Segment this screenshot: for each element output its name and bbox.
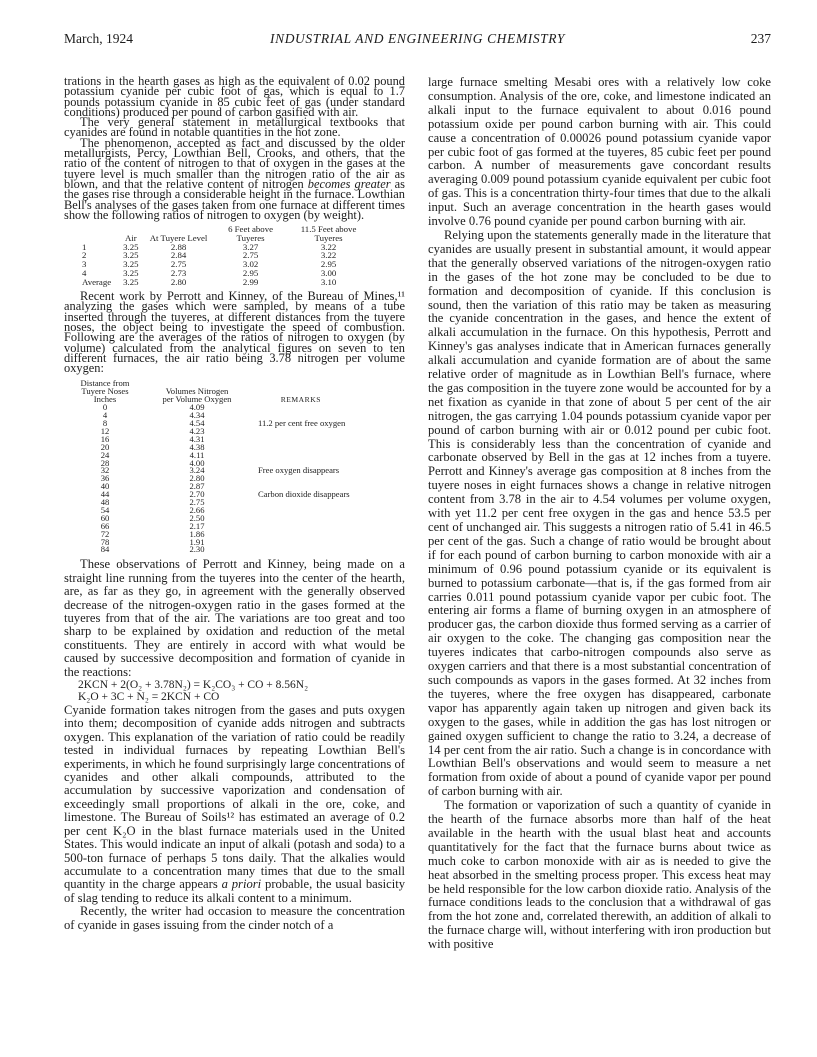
table-row [68, 523, 350, 531]
issue-date: March, 1924 [64, 31, 133, 46]
table-cell: 1.91 [189, 536, 205, 547]
table-cell: 4 [82, 267, 87, 278]
table-header: At Tuyere Level [149, 232, 208, 243]
table-header: 6 Feet above Tuyeres [228, 224, 274, 243]
table-cell: 3.25 [123, 267, 139, 278]
table-cell: 2.80 [189, 473, 205, 484]
table-cell [252, 452, 350, 460]
table-cell [252, 531, 350, 539]
table-row [68, 475, 350, 483]
table-cell: 2.75 [170, 258, 187, 269]
page-number: 237 [750, 31, 771, 46]
table-cell [252, 507, 350, 515]
table-cell [252, 523, 350, 531]
distance-ratio-table [68, 380, 350, 554]
equation: 2KCN + 2(O₂ + 3.78N₂) = K₂CO₃ + CO + 8.56N₂ [78, 679, 309, 692]
paragraph: large furnace smelting Mesabi ores with a relatively low coke consumption. Analysis of the ore, coke, and limestone indicated an alkali input to the furnace equivalent to about 0.016 pound potassium oxide per pound carbon burning with air. This could cause a concentration of 0.00026 pound potassium cyanide vapor per cubic foot of gas formed at the tuyeres, 85 cubic feet per pound carbon. A number of measurements gave concordant results averaging 0.009 pound potassium cyanide equivalent per cubic foot of gas. This is a concentration thirty-four times that due to the alkali input. Such an average concentration in the hearth gases would involve 0.76 pound cyanide per pound carbon burning with air. [428, 75, 771, 229]
table-cell: 11.2 per cent free oxygen [258, 417, 346, 428]
table-cell: 3.25 [123, 250, 139, 261]
right-column [428, 76, 771, 952]
paragraph: trations in the hearth gases as high as the equivalent of 0.02 pound potassium cyanide per cubic foot of gas, which is equal to 1.7 pounds potassium cyanide in 85 cubic feet of gas (under standard conditions) produced per pound of carbon gasified with air. [64, 74, 405, 119]
table-cell: 40 [100, 481, 110, 492]
table-cell [252, 404, 350, 412]
table-cell: 28 [100, 457, 110, 468]
table-header-row [68, 380, 350, 404]
table-cell: 3.22 [320, 241, 337, 252]
table-header: Air [124, 232, 137, 243]
table-row [78, 269, 369, 278]
table-row [68, 404, 350, 412]
table-cell: 4 [102, 410, 108, 421]
table-row [68, 539, 350, 547]
table-cell: 48 [100, 497, 110, 508]
table-row [68, 444, 350, 452]
table-cell [252, 444, 350, 452]
table-cell: 0 [102, 402, 108, 413]
table-cell: 84 [100, 544, 110, 555]
table-header-distance: Distance from Tuyere Noses Inches [80, 378, 130, 405]
table-cell [252, 546, 350, 554]
table-cell: 2.88 [170, 241, 187, 252]
table-cell: 78 [100, 536, 110, 547]
table-cell [252, 436, 350, 444]
table-row [68, 531, 350, 539]
table-cell: 2.87 [189, 481, 205, 492]
table-cell: 3.24 [189, 465, 205, 476]
table-cell [252, 428, 350, 436]
table-row [68, 436, 350, 444]
table-cell: 4.34 [189, 410, 205, 421]
table-row [68, 467, 350, 475]
table-cell: 2.84 [170, 250, 187, 261]
table-cell: 2.75 [242, 250, 259, 261]
table-cell: 2.30 [189, 544, 205, 555]
paragraph: These observations of Perrott and Kinney, being made on a straight line running from the tuyeres into the center of the hearth, are, as far as they go, in agreement with the generally observed decrease of the nitrogen-oxygen ratio in the gases formed at the tuyeres from that of the air. The variations are too great and too sharp to be explained by oxidation and reduction of the metal constituents. They are entirely in accord with what would be caused by successive decomposition and formation of cyanide in the reactions: [64, 557, 405, 679]
table-cell [252, 539, 350, 547]
table-cell: 1 [82, 241, 87, 252]
table-cell: 4.09 [189, 402, 205, 413]
table-cell: 3.22 [320, 250, 337, 261]
table-cell: 54 [100, 504, 110, 515]
paragraph: Relying upon the statements generally made in the literature that cyanides are usually present in substantial amount, it would appear that the generally observed variations of the nitrogen-oxygen ratio in the gases of the hot zone may be concluded to be due to formation and decomposition of cyanide. If this conclusion is sound, then the variation of this ratio may be taken as measuring the cyanide concentration in the gases, and hence the extent of alkali accumulation in the furnace. On this hypothesis, Perrott and Kinney's gas analyses indicate that in American furnaces generally alkali accumulation and cyanide formation are of about the same relative order of magnitude as in Lowthian Bell's furnace, where the gas composition in the tuyere zone would be accounted for by a net fixation as cyanide in that zone of about 5 per cent of the air nitrogen, the gas carrying 1.04 pounds potassium cyanide vapor per pound of carbon burning with air or 0.012 pound per cubic foot. This is considerably less than the concentration of cyanide and carbonate observed by Bell in the gas at 12 inches from a tuyere. Perrott and Kinney's average gas composition at 8 inches from the tuyere noses in eight furnaces shows a change in relative nitrogen content from 3.78 in the air to 4.54 volumes per volume oxygen, with yet 11.2 per cent free oxygen in the gas and hence 53.5 per cent of unchanged air. This suggests a nitrogen ratio of 5.41 in 46.5 per cent of the gas. Such a change of ratio would be brought about if for each pound of carbon burning to carbon monoxide with air a minimum of 0.96 pound potassium cyanide or its equivalent is burned to potassium carbonate—that is, if the gas formed from air carries 0.011 pound potassium cyanide vapor per cubic foot. The entering air forms a flame of burning oxygen in an atmosphere of producer gas, the carbon dioxide thus formed serving as a carrier of air oxygen to the coke. The changing gas composition near the tuyeres indicates that carbo-nitrogen compounds also serve as oxygen carriers and that there is a most substantial concentration of such compounds as vapors in the gases formed. At 32 inches from the tuyeres, where the free oxygen has disappeared, carbonate vapor has apparently again taken up nitrogen and given back its oxygen to the gases, while in addition the gas has lost nitrogen or gained oxygen sufficient to change the ratio to 3.24, a decrease of 14 per cent from the air ratio. Such a change is in concordance with Lowthian Bell's observations and would seem to measure a net formation from oxide of about a pound of cyanide vapor per pound of carbon burning with air. [428, 227, 771, 799]
table-cell: 8 [102, 417, 108, 428]
table-cell: 4.00 [189, 457, 205, 468]
table-header-volumes: Volumes Nitrogen per Volume Oxygen [162, 386, 232, 405]
table-cell: 20 [100, 441, 110, 452]
table-cell: 12 [100, 425, 110, 436]
table-cell: 3.25 [123, 277, 139, 288]
table-cell: 3.02 [242, 258, 259, 269]
table-cell: Carbon dioxide disappears [258, 489, 350, 500]
journal-title: INDUSTRIAL AND ENGINEERING CHEMISTRY [270, 31, 565, 46]
paragraph: Recent work by Perrott and Kinney, of the Bureau of Mines,¹¹ analyzing the gases which were sampled, by means of a tube inserted through the tuyeres, at different distances from the tuyere noses, the object being to investigate the speed of combustion. Following are the averages of the ratios of nitrogen to oxygen (by volume) calculated from the analytical figures on seven to ten different furnaces, the air ratio being 3.78 nitrogen per volume oxygen: [64, 289, 405, 376]
table-cell: 3.25 [123, 258, 139, 269]
table-cell: 1.86 [189, 528, 205, 539]
table-cell: 72 [100, 528, 110, 539]
nitrogen-oxygen-ratio-table [78, 225, 369, 287]
table-cell: 3.00 [320, 267, 337, 278]
table-cell: 24 [100, 449, 110, 460]
table-cell [252, 475, 350, 483]
table-row [68, 546, 350, 554]
table-cell: 44 [100, 489, 110, 500]
table-header-row [78, 225, 369, 242]
table-cell: 2 [82, 250, 87, 261]
paragraph: Recently, the writer had occasion to measure the concentration of cyanide in gases issuing from the cinder notch of a [64, 904, 405, 932]
table-cell: 3.27 [242, 241, 259, 252]
table-cell: 4.11 [189, 449, 205, 460]
left-column [64, 76, 405, 932]
paragraph: The phenomenon, accepted as fact and discussed by the older metallurgists, Percy, Lowthian Bell, Crooks, and others, that the ratio of the content of nitrogen to that of oxygen in the gases at the tuyere level is much smaller than the nitrogen ratio of the air as blown, and that the relative content of nitrogen becomes greater as the gases rise through a considerable height in the furnace. Lowthian Bell's analyses of the gases taken from one furnace at different times show the following ratios of nitrogen to oxygen (by weight). [64, 135, 406, 222]
table-row [68, 499, 350, 507]
table-cell [252, 515, 350, 523]
table-row [68, 452, 350, 460]
table-cell: 4.38 [189, 441, 205, 452]
table-cell: 4.23 [189, 425, 205, 436]
table-cell: 2.95 [320, 258, 337, 269]
table-header-remarks: REMARKS [280, 395, 321, 405]
table-cell: 2.17 [189, 520, 205, 531]
table-row [68, 507, 350, 515]
table-cell: 2.73 [170, 267, 187, 278]
table-cell: 3.10 [320, 277, 337, 288]
table-cell: 2.75 [189, 497, 205, 508]
paragraph: The very general statement in metallurgical textbooks that cyanides are found in notable quantities in the hot zone. [64, 115, 405, 140]
table-cell: 3.25 [123, 241, 139, 252]
table-row [68, 420, 350, 428]
table-row [68, 428, 350, 436]
table-cell: 3 [82, 258, 87, 269]
running-header [64, 31, 771, 51]
equation: K₂O + 3C + N₂ = 2KCN + CO [78, 691, 220, 704]
table-cell: 60 [100, 512, 110, 523]
table-cell: 66 [100, 520, 110, 531]
table-row-average [78, 277, 369, 287]
table-cell: 2.95 [242, 267, 259, 278]
table-cell: 2.50 [189, 512, 205, 523]
table-row [68, 491, 350, 499]
table-cell: 2.99 [242, 277, 259, 288]
table-cell: Average [82, 277, 112, 288]
table-cell: 2.70 [189, 489, 205, 500]
table-cell [252, 499, 350, 507]
table-cell: 4.54 [189, 417, 205, 428]
paragraph: Cyanide formation takes nitrogen from the gases and puts oxygen into them; decomposition of cyanide adds nitrogen and subtracts oxygen. This explanation of the variation of ratio could be readily tested in individual furnaces by repeating Lowthian Bell's experiments, in which he found surprisingly large concentrations of cyanides and other alkali compounds, attributed to the accumulation by successive vaporization and condensation of exceedingly small proportions of alkali in the ore, coke, and limestone. The Bureau of Soils¹² has estimated an average of 0.2 per cent K₂O in the blast furnace materials used in the United States. This would indicate an input of alkali (potash and soda) to a 500-ton furnace of perhaps 5 tons daily. That the alkalies would accumulate to a concentration many times that due to the small quantity in the charge appears a priori probable, the usual basicity of slag tending to reduce its alkali content to a minimum. [64, 703, 405, 905]
table-header [78, 225, 117, 242]
table-cell: 2.66 [189, 504, 205, 515]
table-cell: 2.80 [170, 277, 187, 288]
table-header: 11.5 Feet above Tuyeres [300, 224, 357, 243]
table-cell: 4.31 [189, 433, 205, 444]
table-cell: Free oxygen disappears [258, 465, 340, 476]
paragraph: The formation or vaporization of such a quantity of cyanide in the hearth of the furnace absorbs more than half of the heat available in the hearth with the usual blast heat and accounts quantitatively for the fact that the furnace burns about twice as much coke to carbon monoxide with air as is needed to give the heat absorbed in the smelting process proper. This excess heat may be held responsible for the low carbon dioxide ratio. Analysis of the furnace conditions leads to the conclusion that a withdrawal of gas from the hot zone and, correlated therewith, an addition of alkali to the furnace charge will, without interfering with iron production but with positive [428, 798, 771, 952]
table-cell: 36 [100, 473, 110, 484]
table-cell: 16 [100, 433, 110, 444]
table-cell: 32 [100, 465, 110, 476]
table-row [68, 515, 350, 523]
